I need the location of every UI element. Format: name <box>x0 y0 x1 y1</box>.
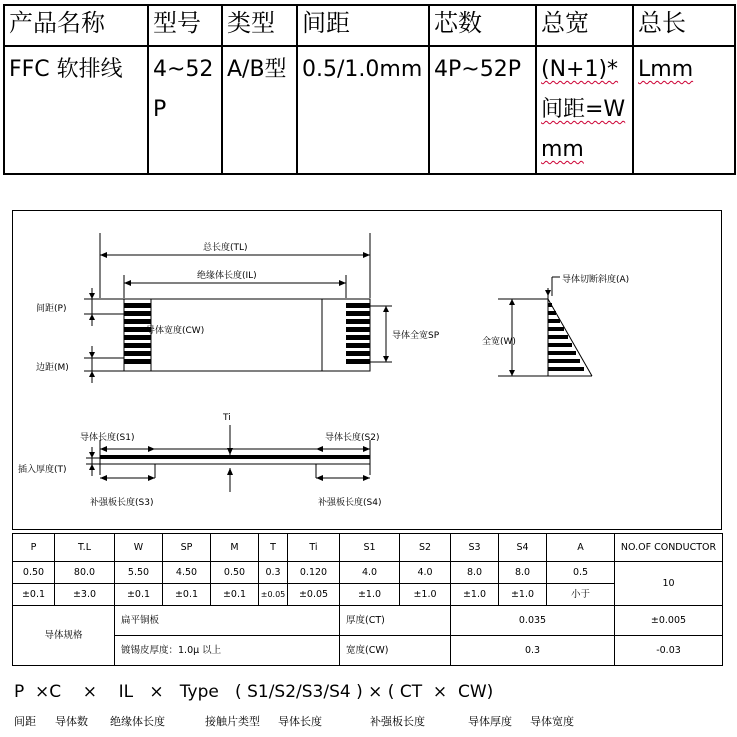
param-value: 8.0 <box>499 562 547 584</box>
label-total-length: 总长度(TL) <box>203 243 248 253</box>
label-conductor-width: 导体宽度(CW) <box>146 326 205 336</box>
label-s3: 补强板长度(S3) <box>90 498 154 508</box>
param-header: S3 <box>451 534 499 562</box>
param-header: S2 <box>400 534 451 562</box>
model-formula: P ×C × IL × Type ( S1/S2/S3/S4 ) × ( CT × CW) <box>14 682 494 702</box>
label-ti: Ti <box>223 413 231 423</box>
header-model: 型号 <box>148 5 222 46</box>
param-header: S4 <box>499 534 547 562</box>
param-value: 4.0 <box>340 562 400 584</box>
formula-label: 导体宽度 <box>530 715 574 728</box>
material: 扁平铜板 <box>115 606 340 636</box>
label-conductor-full-width: 导体全宽SP <box>392 331 440 341</box>
label-s4: 补强板长度(S4) <box>318 498 382 508</box>
header-total-length: 总长 <box>633 5 735 46</box>
formula-label: 绝缘体长度 <box>110 715 165 728</box>
param-header: T.L <box>55 534 115 562</box>
thickness-value: 0.035 <box>451 606 615 636</box>
param-header: S1 <box>340 534 400 562</box>
label-cut-bevel: 导体切断斜度(A) <box>562 275 630 285</box>
formula-label: 导体厚度 <box>468 715 512 728</box>
param-header: A <box>547 534 615 562</box>
conductor-count: 10 <box>615 562 723 606</box>
param-tolerance: ±0.1 <box>163 584 211 606</box>
param-tolerance: ±0.1 <box>13 584 55 606</box>
param-header: SP <box>163 534 211 562</box>
cell-total-length: Lmm <box>633 46 735 174</box>
param-header: W <box>115 534 163 562</box>
conductor-strips <box>89 252 584 481</box>
header-cores: 芯数 <box>429 5 536 46</box>
param-tolerance: 小于 <box>547 584 615 606</box>
param-value: 0.5 <box>547 562 615 584</box>
formula-label: 补强板长度 <box>370 715 425 728</box>
param-tolerance: ±1.0 <box>451 584 499 606</box>
label-s2: 导体长度(S2) <box>325 433 380 443</box>
cell-pitch: 0.5/1.0mm <box>297 46 429 174</box>
header-pitch: 间距 <box>297 5 429 46</box>
width-value: 0.3 <box>451 636 615 666</box>
param-value: 4.0 <box>400 562 451 584</box>
label-insert-thickness: 插入厚度(T) <box>18 465 67 475</box>
param-value: 80.0 <box>55 562 115 584</box>
thickness-label: 厚度(CT) <box>340 606 451 636</box>
param-tolerance: ±0.05 <box>288 584 340 606</box>
parameter-table <box>12 533 723 666</box>
param-tolerance: ±1.0 <box>400 584 451 606</box>
param-value: 0.120 <box>288 562 340 584</box>
param-header-conductor-count: NO.OF CONDUCTOR <box>615 534 723 562</box>
spec-label: 导体规格 <box>13 606 115 666</box>
cell-product-name: FFC 软排线 <box>4 46 148 174</box>
param-value: 5.50 <box>115 562 163 584</box>
formula-label: 导体数 <box>55 715 88 728</box>
param-value: 0.3 <box>259 562 288 584</box>
formula-label: 间距 <box>14 715 36 728</box>
param-value: 4.50 <box>163 562 211 584</box>
cell-total-width: (N+1)*间距=Wmm <box>536 46 633 174</box>
param-header: P <box>13 534 55 562</box>
header-type: 类型 <box>222 5 297 46</box>
param-header: Ti <box>288 534 340 562</box>
param-value: 0.50 <box>211 562 259 584</box>
header-product-name: 产品名称 <box>4 5 148 46</box>
param-tolerance: ±1.0 <box>499 584 547 606</box>
header-total-width: 总宽 <box>536 5 633 46</box>
param-tolerance: ±3.0 <box>55 584 115 606</box>
width-label: 宽度(CW) <box>340 636 451 666</box>
param-tolerance: ±0.1 <box>115 584 163 606</box>
param-header: M <box>211 534 259 562</box>
plating: 镀锡皮厚度：1.0μ 以上 <box>115 636 340 666</box>
cell-model: 4~52P <box>148 46 222 174</box>
label-pitch: 间距(P) <box>36 304 67 314</box>
param-tolerance: ±1.0 <box>340 584 400 606</box>
label-insulation-length: 绝缘体长度(IL) <box>197 271 257 281</box>
label-margin: 边距(M) <box>36 363 69 373</box>
cell-cores: 4P~52P <box>429 46 536 174</box>
param-tolerance: ±0.05 <box>259 584 288 606</box>
label-full-width: 全宽(W) <box>482 337 516 347</box>
param-tolerance: ±0.1 <box>211 584 259 606</box>
formula-label: 接触片类型 <box>205 715 260 728</box>
param-header: T <box>259 534 288 562</box>
formula-label: 导体长度 <box>278 715 322 728</box>
param-value: 8.0 <box>451 562 499 584</box>
width-tolerance: -0.03 <box>615 636 723 666</box>
label-s1: 导体长度(S1) <box>80 433 135 443</box>
cell-type: A/B型 <box>222 46 297 174</box>
thickness-tolerance: ±0.005 <box>615 606 723 636</box>
param-value: 0.50 <box>13 562 55 584</box>
